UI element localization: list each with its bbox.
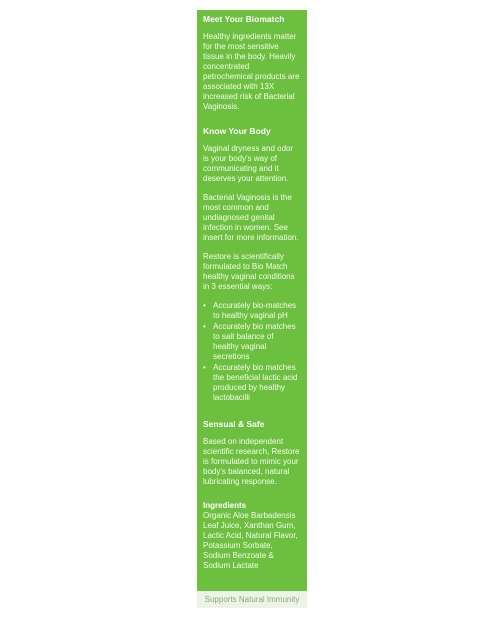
know-text-3: Restore is scientifically formulated to Bio Match healthy vaginal conditions in 3 essential ways: (203, 252, 295, 291)
sensual-heading: Sensual & Safe (203, 419, 265, 429)
list-item (203, 363, 301, 403)
bullet-text: Accurately bio matches to salt balance of healthy vaginal secretions (213, 322, 296, 361)
bullet-icon: • (203, 363, 206, 372)
bullet-text: Accurately bio matches the beneficial lactic acid produced by healthy lactobacilli (213, 363, 298, 402)
ingredients-text: Organic Aloe Barbadensis Leaf Juice, Xanthan Gum, Lactic Acid, Natural Flavor, Potassium Sorbate, Sodium Benzoate & Sodium Lactate (203, 511, 298, 570)
list-item (203, 301, 301, 321)
product-side-panel (197, 10, 307, 607)
know-heading: Know Your Body (203, 126, 271, 136)
bullet-icon: • (203, 322, 206, 331)
list-item (203, 322, 301, 362)
biomatch-heading: Meet Your Biomatch (203, 14, 285, 24)
bullet-icon: • (203, 301, 206, 310)
footer-tagline: Supports Natural Immunity (197, 591, 307, 608)
know-text-1: Vaginal dryness and odor is your body's way of communicating and it deserves your attention. (203, 144, 294, 183)
bullet-text: Accurately bio-matches to healthy vaginal pH (213, 301, 297, 320)
know-text-2: Bacterial Vaginosis is the most common and undiagnosed genital infection in women. See insert for more information. (203, 193, 299, 242)
sensual-text: Based on independent scientific research, Restore is formulated to mimic your body's balanced, natural lubricating response. (203, 437, 300, 486)
benefits-list (203, 301, 301, 403)
biomatch-text: Healthy ingredients matter for the most sensitive tissue in the body. Heavily concentrated petrochemical products are associated with 13X increased risk of Bacterial Vaginosis. (203, 32, 300, 111)
ingredients-heading: Ingredients (203, 501, 247, 510)
